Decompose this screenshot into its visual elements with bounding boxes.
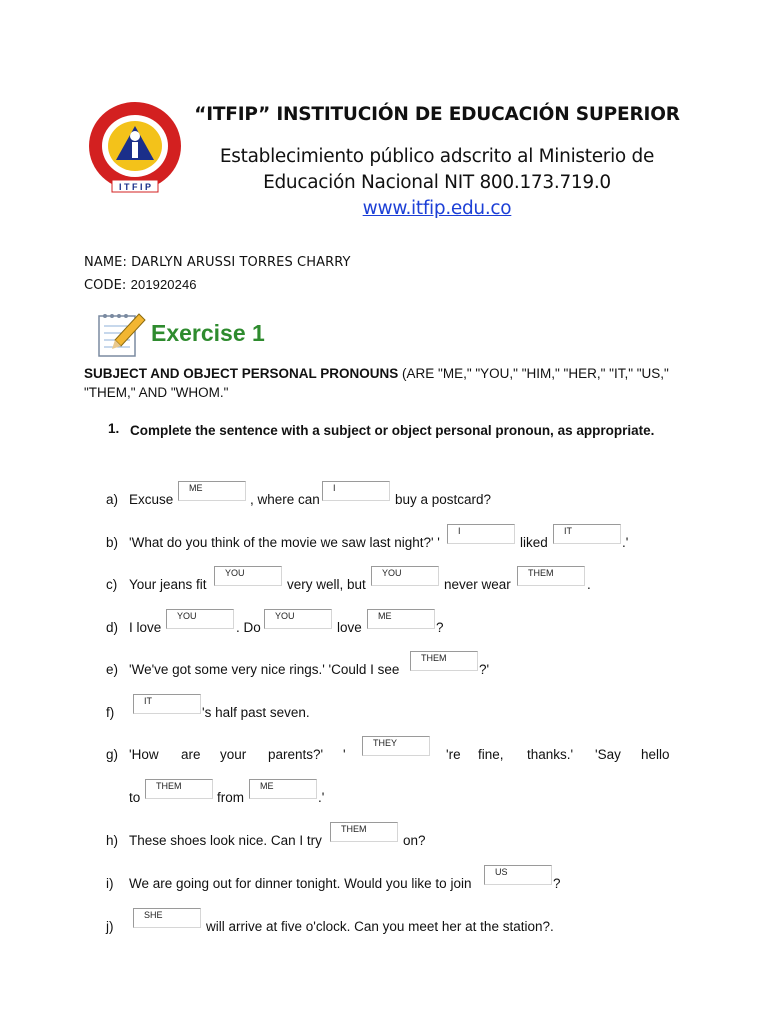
answer-field[interactable]: [178, 481, 246, 501]
question-c: [0, 565, 768, 595]
question-letter: b): [106, 535, 119, 550]
question-text: 're: [446, 747, 461, 762]
instruction-text: Complete the sentence with a subject or object personal pronoun, as appropriate.: [130, 423, 655, 438]
website-link[interactable]: www.itfip.edu.co: [362, 198, 512, 219]
question-text: ': [343, 747, 346, 762]
answer-value: SHE: [144, 910, 163, 920]
answer-value: THEM: [156, 781, 182, 791]
question-text: 'How: [129, 747, 159, 762]
question-h: [0, 821, 768, 851]
institution-title: “ITFIP” INSTITUCIÓN DE EDUCACIÓN SUPERIOR: [194, 104, 680, 125]
answer-field[interactable]: [264, 609, 332, 629]
question-text: ?': [479, 662, 490, 677]
answer-field[interactable]: [484, 865, 552, 885]
svg-text:I T F I P: I T F I P: [118, 182, 152, 192]
answer-value: YOU: [225, 568, 245, 578]
question-text: We are going out for dinner tonight. Would you like to join: [129, 876, 472, 891]
subtitle-line-1: Establecimiento público adscrito al Ministerio de: [219, 146, 655, 167]
question-text: are: [181, 747, 201, 762]
exercise-title: Exercise 1: [151, 320, 265, 346]
notepad-pencil-icon: [95, 308, 147, 358]
question-a: [0, 480, 768, 510]
question-e: [0, 650, 768, 680]
itfip-logo: [86, 100, 184, 196]
answer-value: I: [333, 483, 336, 493]
question-b: [0, 523, 768, 553]
question-text: hello: [641, 747, 670, 762]
question-g-continued: [0, 778, 768, 808]
answer-value: IT: [144, 696, 152, 706]
answer-value: THEY: [373, 738, 398, 748]
question-text: your: [220, 747, 247, 762]
question-text: .': [318, 790, 325, 805]
answer-field[interactable]: [166, 609, 234, 629]
answer-value: YOU: [177, 611, 197, 621]
answer-value: THEM: [421, 653, 447, 663]
question-text: very well, but: [287, 577, 366, 592]
answer-value: US: [495, 867, 508, 877]
answer-value: ME: [378, 611, 392, 621]
question-text: thanks.': [527, 747, 574, 762]
question-text: These shoes look nice. Can I try: [129, 833, 322, 848]
question-text: Excuse: [129, 492, 174, 507]
question-text: ?: [553, 876, 561, 891]
question-letter: g): [106, 747, 119, 762]
answer-field[interactable]: [249, 779, 317, 799]
answer-field[interactable]: [517, 566, 585, 586]
question-letter: h): [106, 833, 119, 848]
question-text: , where can: [250, 492, 320, 507]
answer-field[interactable]: [214, 566, 282, 586]
question-text: will arrive at five o'clock. Can you meet her at the station?.: [206, 919, 554, 934]
student-name: NAME: DARLYN ARUSSI TORRES CHARRY: [84, 255, 351, 270]
answer-field[interactable]: [362, 736, 430, 756]
question-text: fine,: [478, 747, 504, 762]
answer-field[interactable]: [322, 481, 390, 501]
answer-value: THEM: [341, 824, 367, 834]
question-text: to: [129, 790, 141, 805]
answer-value: ME: [189, 483, 203, 493]
question-i: [0, 864, 768, 894]
answer-field[interactable]: [371, 566, 439, 586]
answer-field[interactable]: [145, 779, 213, 799]
topic-bold: SUBJECT AND OBJECT PERSONAL PRONOUNS: [84, 366, 399, 381]
question-text: 's half past seven.: [202, 705, 310, 720]
question-text: from: [217, 790, 244, 805]
answer-field[interactable]: [410, 651, 478, 671]
question-letter: j): [106, 919, 114, 934]
question-text: .': [622, 535, 629, 550]
answer-field[interactable]: [133, 694, 201, 714]
student-code: [84, 277, 197, 293]
question-letter: c): [106, 577, 118, 592]
answer-value: ME: [260, 781, 274, 791]
question-text: 'We've got some very nice rings.' 'Could I see: [129, 662, 400, 677]
question-text: . Do: [236, 620, 261, 635]
topic-description: [84, 364, 684, 402]
question-text: Your jeans fit: [129, 577, 207, 592]
instruction-number: 1.: [108, 421, 120, 436]
question-text: liked: [520, 535, 548, 550]
question-j: [0, 907, 768, 937]
answer-field[interactable]: [330, 822, 398, 842]
subtitle-line-2: Educación Nacional NIT 800.173.719.0: [263, 172, 611, 193]
answer-value: IT: [564, 526, 572, 536]
question-g: [0, 735, 768, 765]
question-f: [0, 693, 768, 723]
answer-field[interactable]: [133, 908, 201, 928]
topic-rest: (ARE "ME," "YOU," "HIM," "HER," "IT," "US," "THEM," AND "WHOM.": [84, 366, 669, 400]
answer-value: YOU: [382, 568, 402, 578]
answer-value: I: [458, 526, 461, 536]
question-text: .: [587, 577, 591, 592]
question-text: buy a postcard?: [395, 492, 492, 507]
question-text: 'Say: [595, 747, 621, 762]
question-text: 'What do you think of the movie we saw last night?' ': [129, 535, 440, 550]
code-value: 201920246: [130, 277, 197, 292]
question-text: parents?': [268, 747, 324, 762]
answer-field[interactable]: [447, 524, 515, 544]
question-text: never wear: [444, 577, 511, 592]
question-text: ?: [436, 620, 444, 635]
question-text: love: [337, 620, 362, 635]
question-letter: f): [106, 705, 115, 720]
answer-value: YOU: [275, 611, 295, 621]
question-letter: e): [106, 662, 119, 677]
question-text: on?: [403, 833, 426, 848]
answer-value: THEM: [528, 568, 554, 578]
question-text: I love: [129, 620, 162, 635]
question-letter: i): [106, 876, 114, 891]
answer-field[interactable]: [367, 609, 435, 629]
question-d: [0, 608, 768, 638]
question-letter: a): [106, 492, 119, 507]
answer-field[interactable]: [553, 524, 621, 544]
code-label: CODE:: [84, 278, 127, 293]
question-letter: d): [106, 620, 119, 635]
institution-subtitle: [190, 144, 684, 222]
